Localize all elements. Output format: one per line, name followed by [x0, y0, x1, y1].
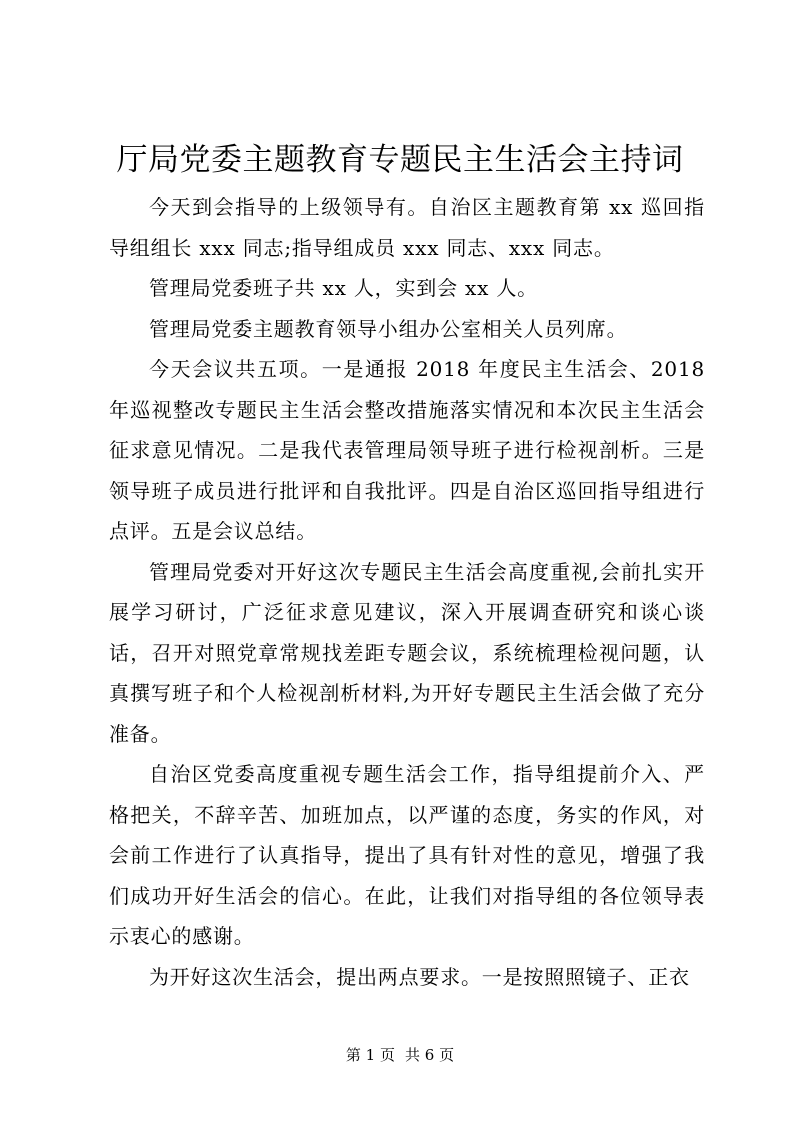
paragraph: 今天会议共五项。一是通报 2018 年度民主生活会、2018 年巡视整改专题民主生活会整改措施落实情况和本次民主生活会征求意见情况。二是我代表管理局领导班子进行检视剖析。三是领导班子成员进行批评和自我批评。四是自治区巡回指导组进行点评。五是会议总结。: [109, 357, 705, 543]
paragraph: 管理局党委班子共 xx 人，实到会 xx 人。: [149, 276, 538, 300]
document-body: [109, 187, 705, 997]
paragraph: 管理局党委对开好这次专题民主生活会高度重视,会前扎实开展学习研讨，广泛征求意见建议，深入开展调查研究和谈心谈话，召开对照党章常规找差距专题会议，系统梳理检视问题，认真撰写班子和个人检视剖析材料,为开好专题民主生活会做了充分准备。: [109, 559, 705, 746]
page-total: 共 6 页: [405, 1046, 455, 1064]
document-title: 厅局党委主题教育专题民主生活会主持词: [116, 142, 684, 178]
page-footer: [0, 1045, 800, 1065]
paragraph: 自治区党委高度重视专题生活会工作，指导组提前介入、严格把关，不辞辛苦、加班加点，以严谨的态度，务实的作风，对会前工作进行了认真指导，提出了具有针对性的意见，增强了我们成功开好生活会的信心。在此，让我们对指导组的各位领导表示衷心的感谢。: [109, 762, 705, 948]
paragraph: 今天到会指导的上级领导有。自治区主题教育第 xx 巡回指导组组长 xxx 同志;指导组成员 xxx 同志、xxx 同志。: [109, 195, 705, 260]
paragraph: 管理局党委主题教育领导小组办公室相关人员列席。: [149, 316, 628, 341]
paragraph: 为开好这次生活会，提出两点要求。一是按照照镜子、正衣: [149, 964, 690, 989]
page-number: 第 1 页: [345, 1046, 395, 1064]
